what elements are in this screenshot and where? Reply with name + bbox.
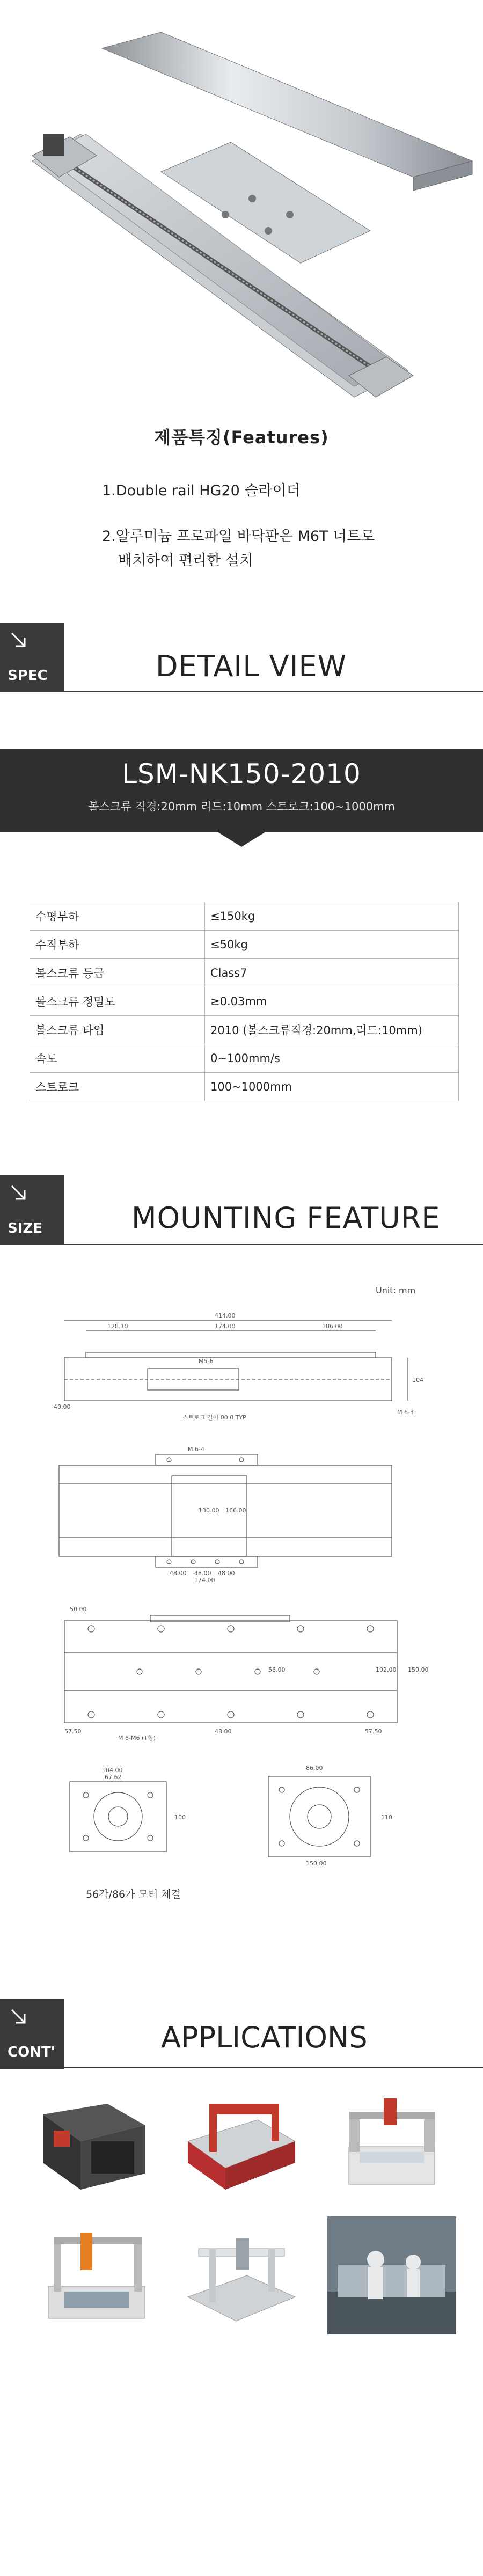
model-name: LSM-NK150-2010 [122,758,361,789]
table-row [30,987,459,1016]
spec-value: ≤50kg [205,931,459,959]
dim-label: 150.00 [408,1666,429,1673]
dim-label: 57.50 [64,1728,82,1735]
model-band [0,749,483,832]
linear-module-render [0,0,483,408]
size-divider [64,1244,483,1245]
product-hero-image [0,0,483,408]
apps-badge [0,1999,64,2069]
dim-label: 130.00 [199,1507,219,1514]
table-row [30,1073,459,1101]
app-photo-factory [327,2216,456,2334]
dim-label: 104 [412,1377,423,1384]
app-photo-gantry [177,2216,306,2334]
motor-note: 56각/86가 모터 체결 [86,1889,181,1900]
dim-label: 414.00 [215,1312,236,1319]
size-badge [0,1175,64,1245]
dim-label: 스트로크 길이 00.0 TYP [182,1414,246,1421]
dim-label: 86.00 [306,1765,323,1772]
dim-label: 67.62 [105,1774,122,1781]
apps-section-title: APPLICATIONS [161,2021,368,2054]
app-photo-3d-printer [32,2082,156,2200]
spec-key: 수평부하 [30,902,205,931]
table-row [30,902,459,931]
top-view-drawing [54,1444,440,1583]
dim-label: 174.00 [215,1323,236,1330]
dim-label: 102.00 [376,1666,397,1673]
spec-value: ≥0.03mm [205,987,459,1016]
size-badge-label: SIZE [8,1220,43,1236]
table-row [30,959,459,987]
spec-value: ≤150kg [205,902,459,931]
spec-value: 0~100mm/s [205,1044,459,1073]
apps-divider [64,2067,483,2068]
apps-badge-label: CONT' [8,2044,55,2060]
arrow-down-right-icon [10,2008,28,2026]
dim-label: 100 [174,1814,186,1821]
unit-label: Unit: mm [376,1285,416,1296]
dim-label: 174.00 [194,1577,215,1583]
dim-label: M 6-4 [188,1446,204,1453]
table-row [30,931,459,959]
size-section-title: MOUNTING FEATURE [131,1201,441,1235]
dim-label: 104.00 [102,1767,123,1774]
dim-label: 40.00 [54,1403,71,1410]
dim-label: M5-6 [199,1358,214,1365]
feature-item-1: 1.Double rail HG20 슬라이더 [102,482,301,499]
spec-section-title: DETAIL VIEW [156,649,347,683]
app-photo-screw-robot [32,2216,161,2334]
dim-label: 150.00 [306,1860,327,1867]
arrow-down-right-icon [10,631,28,649]
mount-holes [88,1626,374,1718]
table-row [30,1016,459,1044]
spec-table [30,902,459,1101]
app-photo-cnc-router [177,2082,306,2200]
dim-label: 48.00 [215,1728,232,1735]
dim-label: 48.00 [194,1570,211,1577]
arrow-down-right-icon [10,1184,28,1202]
dim-label: 50.00 [70,1606,87,1613]
model-subtitle: 볼스크류 직경:20mm 리드:10mm 스트로크:100~1000mm [88,800,395,813]
dim-label: 110 [381,1814,392,1821]
spec-value: Class7 [205,959,459,987]
features-title: 제품특징(Features) [154,427,329,448]
bottom-view-drawing [54,1599,440,1744]
motor-flange-drawing [54,1760,440,1868]
dim-label: 56.00 [268,1666,286,1673]
dim-label: 48.00 [170,1570,187,1577]
band-notch [217,832,266,847]
feature-item-2: 2.알루미늄 프로파일 바닥판은 M6T 너트로 [102,528,375,545]
flange-56 [70,1767,186,1851]
dim-label: M 6-M6 (T형) [118,1735,156,1741]
feature-item-2-cont: 배치하여 편리한 설치 [118,552,253,569]
spec-value: 100~1000mm [205,1073,459,1101]
spec-key: 볼스크류 등급 [30,959,205,987]
spec-badge-label: SPEC [8,668,48,684]
side-view-drawing [54,1304,440,1428]
dim-label: M 6-3 [397,1409,414,1416]
spec-key: 속도 [30,1044,205,1073]
spec-key: 볼스크류 정밀도 [30,987,205,1016]
spec-badge [0,623,64,692]
dim-label: 57.50 [365,1728,382,1735]
dim-label: 106.00 [322,1323,343,1330]
spec-key: 볼스크류 타입 [30,1016,205,1044]
app-photo-dispenser [327,2082,456,2200]
spec-divider [64,691,483,692]
dim-label: 128.10 [107,1323,128,1330]
dim-label: 48.00 [218,1570,235,1577]
table-row [30,1044,459,1073]
dim-label: 166.00 [225,1507,246,1514]
flange-86 [268,1765,392,1867]
spec-key: 스트로크 [30,1073,205,1101]
spec-key: 수직부하 [30,931,205,959]
spec-value: 2010 (볼스크류직경:20mm,리드:10mm) [205,1016,459,1044]
